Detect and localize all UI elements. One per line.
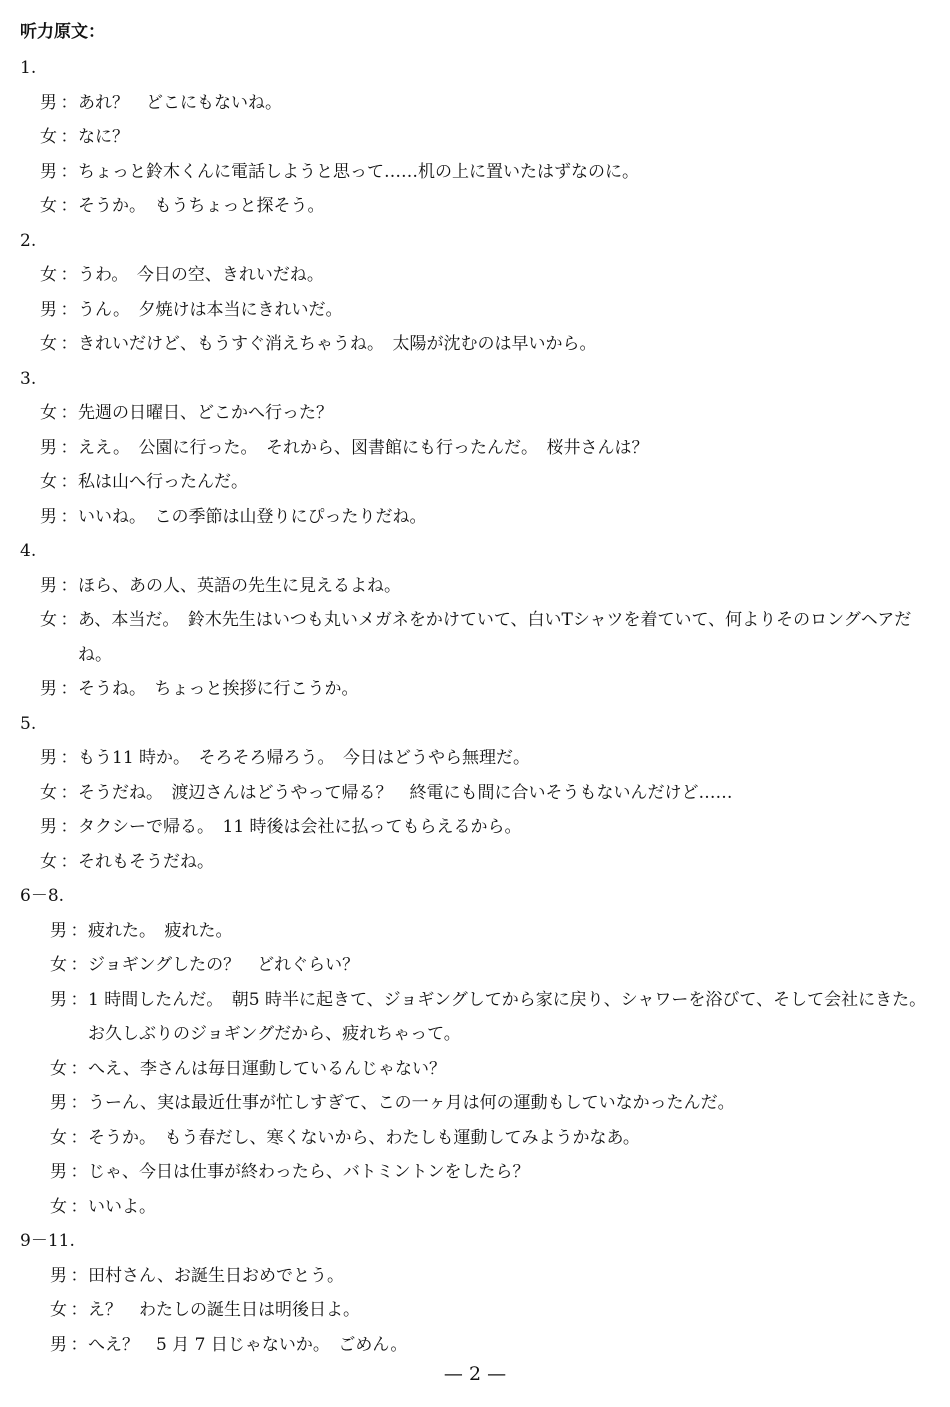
colon: ： [70, 1265, 88, 1286]
dialogue-text: きれいだけど、もうすぐ消えちゃうね。 太陽が沈むのは早いから。 [78, 334, 597, 354]
dialogue-text: ええ。 公園に行った。 それから、図書館にも行ったんだ。 桜井さんは？ [78, 437, 649, 458]
colon: ： [70, 1093, 88, 1113]
section-number: 6－8. [20, 886, 65, 906]
dialogue-text: それもそうだね。 [78, 851, 214, 872]
dialogue-line [0, 845, 950, 880]
colon: ： [60, 782, 78, 803]
speaker-label: 男 [50, 1265, 67, 1286]
dialogue-line [0, 741, 950, 776]
speaker-label: 女 [40, 610, 57, 630]
colon: ： [60, 610, 78, 630]
dialogue-line [0, 672, 950, 707]
colon: ： [60, 437, 78, 458]
speaker-label: 男 [50, 1162, 67, 1182]
colon: ： [60, 334, 78, 354]
section-number: 3. [20, 368, 37, 389]
speaker-label: 女 [40, 334, 57, 354]
dialogue-line [0, 1328, 950, 1363]
colon: ： [60, 817, 78, 837]
dialogue-text: うん。 夕焼けは本当にきれいだ。 [78, 299, 343, 320]
speaker-label: 男 [40, 92, 57, 113]
speaker-label: 男 [50, 920, 67, 941]
speaker-label: 女 [50, 1196, 67, 1217]
dialogue-text: 田村さん、お誕生日おめでとう。 [88, 1265, 345, 1286]
speaker-label: 女 [40, 782, 57, 803]
speaker-label: 男 [40, 506, 57, 527]
section-number: 9－11. [20, 1231, 75, 1251]
colon: ： [60, 161, 78, 182]
speaker-label: 女 [50, 1058, 67, 1079]
speaker-label: 男 [40, 161, 57, 182]
transcript-body [0, 51, 950, 1362]
colon: ： [70, 1334, 88, 1355]
colon: ： [60, 575, 78, 596]
dialogue-line [0, 189, 950, 224]
dialogue-line [0, 1293, 950, 1328]
dialogue-line [0, 120, 950, 155]
colon: ： [60, 748, 78, 768]
speaker-label: 男 [40, 679, 57, 699]
colon: ： [60, 472, 78, 492]
speaker-label: 男 [50, 1334, 67, 1355]
dialogue-line [0, 431, 950, 466]
dialogue-text: あれ？ どこにもないね。 [78, 92, 282, 113]
dialogue-text: ほら、あの人、英語の先生に見えるよね。 [78, 575, 401, 596]
dialogue-line [0, 1155, 950, 1190]
section-number: 5. [20, 713, 37, 734]
dialogue-line [0, 465, 950, 500]
dialogue-line [0, 983, 950, 1052]
speaker-label: 女 [50, 1127, 67, 1148]
speaker-label: 女 [50, 1300, 67, 1320]
colon: ： [60, 265, 78, 285]
section-number: 2. [20, 230, 37, 251]
speaker-label: 女 [40, 127, 57, 147]
speaker-label: 男 [40, 817, 57, 837]
dialogue-text: うーん、実は最近仕事が忙しすぎて、この一ヶ月は何の運動もしていなかったんだ。 [88, 1093, 735, 1113]
colon: ： [70, 989, 88, 1010]
speaker-label: 女 [40, 196, 57, 216]
dialogue-line [0, 1190, 950, 1225]
dialogue-text: そうか。 もう春だし、寒くないから、わたしも運動してみようかなあ。 [88, 1127, 640, 1148]
speaker-label: 男 [40, 575, 57, 596]
colon: ： [60, 506, 78, 527]
dialogue-text: あ、本当だ。 鈴木先生はいつも丸いメガネをかけていて、白いTシャツを着ていて、何よりそのロングヘアだね。 [78, 610, 912, 665]
section-number: 1. [20, 58, 37, 78]
colon: ： [70, 1127, 88, 1148]
colon: ： [70, 1196, 88, 1217]
colon: ： [70, 1300, 88, 1320]
colon: ： [70, 920, 88, 941]
dialogue-text: 私は山へ行ったんだ。 [78, 472, 248, 492]
section-number: 4. [20, 541, 37, 561]
dialogue-line [0, 155, 950, 190]
speaker-label: 男 [50, 1093, 67, 1113]
dialogue-text: 先週の日曜日、どこかへ行った？ [78, 403, 333, 423]
speaker-label: 女 [40, 403, 57, 423]
speaker-label: 男 [40, 748, 57, 768]
dialogue-text: じゃ、今日は仕事が終わったら、バトミントンをしたら？ [88, 1162, 530, 1182]
page-number: — 2 — [443, 1363, 507, 1385]
dialogue-line [0, 810, 950, 845]
colon: ： [70, 1058, 88, 1079]
dialogue-text: 1 時間したんだ。 朝5 時半に起きて、ジョギングしてから家に戻り、シャワーを浴びて、そして会社にきた。 お久しぶりのジョギングだから、疲れちゃって。 [88, 989, 935, 1044]
dialogue-text: そうか。 もうちょっと探そう。 [78, 196, 325, 216]
colon: ： [70, 1162, 88, 1182]
colon: ： [60, 127, 78, 147]
dialogue-text: そうね。 ちょっと挨拶に行こうか。 [78, 679, 359, 699]
dialogue-line [0, 948, 950, 983]
dialogue-text: ジョギングしたの？ どれぐらい？ [88, 955, 360, 975]
page-title: 听力原文： [20, 22, 105, 42]
dialogue-text: へえ？ 5 月 7 日じゃないか。 ごめん。 [88, 1334, 408, 1355]
colon: ： [60, 403, 78, 423]
dialogue-text: え？ わたしの誕生日は明後日よ。 [88, 1300, 360, 1320]
dialogue-text: いいよ。 [88, 1196, 156, 1217]
dialogue-line [0, 86, 950, 121]
dialogue-line [0, 327, 950, 362]
colon: ： [60, 92, 78, 113]
speaker-label: 女 [40, 265, 57, 285]
dialogue-text: なに？ [78, 127, 129, 147]
speaker-label: 男 [40, 437, 57, 458]
colon: ： [60, 679, 78, 699]
dialogue-line [0, 500, 950, 535]
dialogue-text: タクシーで帰る。 11 時後は会社に払ってもらえるから。 [78, 817, 522, 837]
dialogue-text: いいね。 この季節は山登りにぴったりだね。 [78, 506, 427, 527]
dialogue-line [0, 293, 950, 328]
colon: ： [60, 851, 78, 872]
dialogue-line [0, 1259, 950, 1294]
dialogue-line [0, 1121, 950, 1156]
dialogue-text: へえ、李さんは毎日運動しているんじゃない？ [88, 1058, 447, 1079]
dialogue-line [0, 396, 950, 431]
dialogue-text: そうだね。 渡辺さんはどうやって帰る？ 終電にも間に合いそうもないんだけど…… [78, 782, 733, 803]
dialogue-line [0, 914, 950, 949]
dialogue-line [0, 258, 950, 293]
dialogue-line [0, 603, 950, 672]
colon: ： [60, 299, 78, 320]
dialogue-line [0, 1052, 950, 1087]
dialogue-text: 疲れた。 疲れた。 [88, 920, 233, 941]
dialogue-line [0, 1086, 950, 1121]
speaker-label: 女 [40, 472, 57, 492]
dialogue-text: うわ。 今日の空、きれいだね。 [78, 265, 324, 285]
colon: ： [60, 196, 78, 216]
dialogue-text: もう11 時か。 そろそろ帰ろう。 今日はどうやら無理だ。 [78, 748, 531, 768]
speaker-label: 女 [40, 851, 57, 872]
speaker-label: 女 [50, 955, 67, 975]
speaker-label: 男 [40, 299, 57, 320]
dialogue-line [0, 776, 950, 811]
dialogue-text: ちょっと鈴木くんに電話しようと思って……机の上に置いたはずなのに。 [78, 161, 639, 182]
colon: ： [70, 955, 88, 975]
speaker-label: 男 [50, 989, 67, 1010]
dialogue-line [0, 569, 950, 604]
